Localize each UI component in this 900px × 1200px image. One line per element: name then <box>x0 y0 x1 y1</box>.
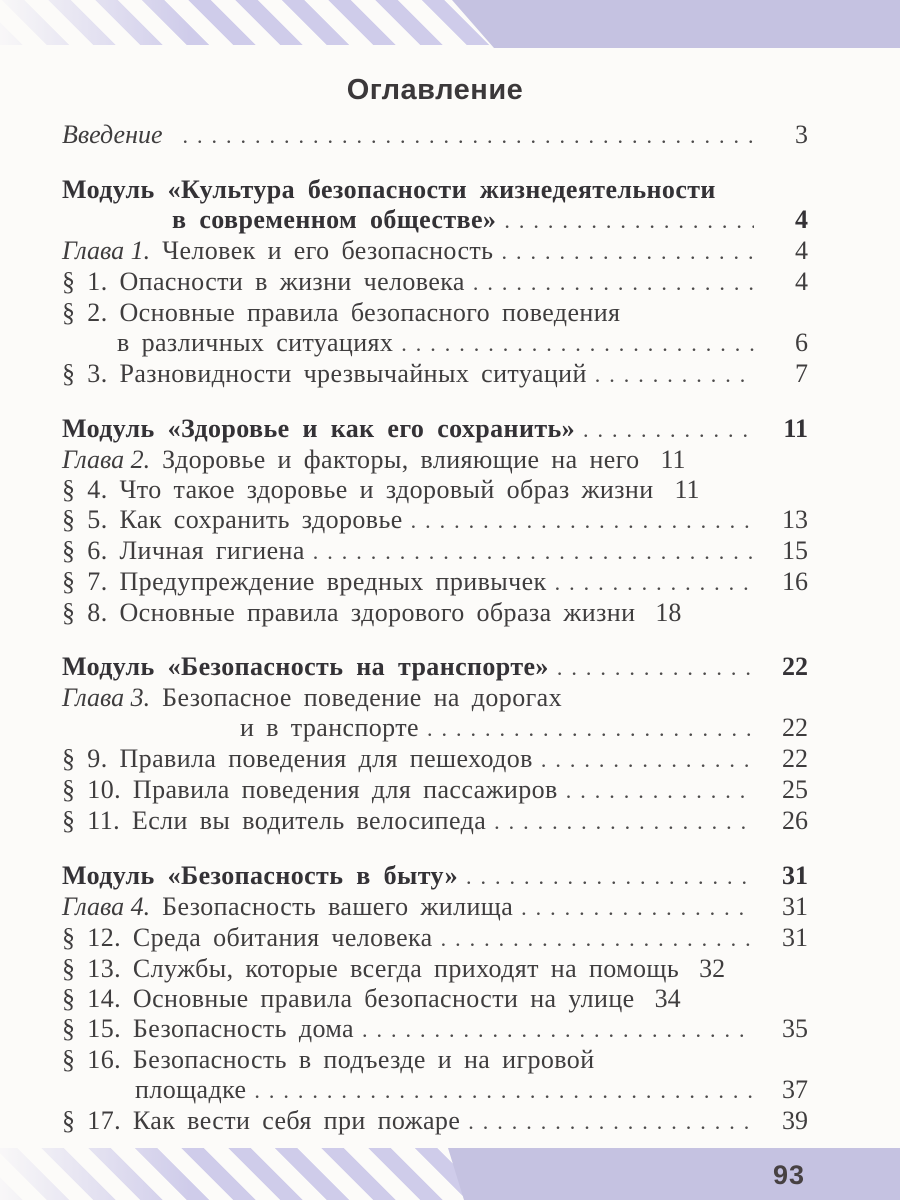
toc-row <box>62 236 808 267</box>
toc-entry-prefix: Глава 3. <box>62 683 151 712</box>
toc-entry-prefix: Введение <box>62 120 163 149</box>
toc-row <box>62 954 808 984</box>
toc-row <box>62 359 808 390</box>
toc-entry-page: 6 <box>795 328 808 357</box>
toc-row <box>62 744 808 775</box>
solid-band-top <box>452 0 900 48</box>
toc-entry-label: Модуль «Культура безопасности жизнедеятельности <box>62 175 716 204</box>
toc-entry-label: Здоровье и факторы, влияющие на него <box>162 445 640 474</box>
toc-row <box>62 475 808 505</box>
toc-entry-label: в различных ситуациях <box>117 328 394 357</box>
toc-entry-page: 3 <box>795 120 808 149</box>
toc-entry-page: 18 <box>655 598 682 627</box>
toc-entry-page: 32 <box>699 954 726 983</box>
dot-leader <box>313 537 754 567</box>
toc-entry-page: 22 <box>782 744 808 773</box>
dot-leader <box>441 924 754 954</box>
toc-entry-label: и в транспорте <box>240 713 419 742</box>
toc-entry-label: § 17. Как вести себя при пожаре <box>62 1106 461 1135</box>
toc-entry-page: 25 <box>782 775 808 804</box>
toc-entry-page: 34 <box>654 984 681 1013</box>
toc-entry-label: § 8. Основные правила здорового образа жизни <box>62 598 636 627</box>
toc-entry-page: 16 <box>782 567 808 596</box>
toc-row <box>62 984 808 1014</box>
toc-entry-label: § 12. Среда обитания человека <box>62 923 433 952</box>
toc-row <box>62 892 808 923</box>
toc-entry-prefix: Глава 1. <box>62 236 151 265</box>
toc-row <box>62 652 808 683</box>
page-number: 93 <box>772 1160 805 1190</box>
toc-entry-page: 11 <box>674 475 700 504</box>
toc-entry-prefix: Глава 4. <box>62 892 151 921</box>
toc-row <box>62 1014 808 1045</box>
dot-leader <box>468 1107 754 1137</box>
dot-leader <box>401 329 754 359</box>
dot-leader <box>466 862 754 892</box>
dot-leader <box>183 121 754 151</box>
dot-leader <box>555 568 754 598</box>
toc-entry-label: Модуль «Здоровье и как его сохранить» <box>62 414 576 443</box>
toc-row <box>62 806 808 837</box>
toc-entry-label: § 11. Если вы водитель велосипеда <box>62 806 487 835</box>
toc-entry-page: 37 <box>782 1075 808 1104</box>
toc-entry-page: 11 <box>783 414 808 443</box>
dot-leader <box>541 745 754 775</box>
toc-entry-page: 22 <box>782 713 808 742</box>
dot-leader <box>411 506 754 536</box>
toc-entry-prefix: Глава 2. <box>62 445 151 474</box>
toc-row <box>62 328 808 359</box>
toc-entry-label: площадке <box>135 1075 247 1104</box>
page-title: Оглавление <box>346 74 524 106</box>
toc-entry-label: § 3. Разновидности чрезвычайных ситуаций <box>62 359 587 388</box>
dot-leader <box>557 653 754 683</box>
toc-entry-page: 35 <box>782 1014 808 1043</box>
toc-entry-label: Безопасность вашего жилища <box>162 892 514 921</box>
toc-row <box>62 175 808 205</box>
toc-entry-label: Человек и его безопасность <box>162 236 494 265</box>
toc-entry-page: 39 <box>782 1106 808 1135</box>
dot-leader <box>566 776 754 806</box>
toc-entry-label: § 13. Службы, которые всегда приходят на помощь <box>62 954 680 983</box>
dot-leader <box>473 268 754 298</box>
toc-entry-label: § 5. Как сохранить здоровье <box>62 505 403 534</box>
toc-row <box>62 267 808 298</box>
toc-row <box>62 1075 808 1106</box>
toc-page-content <box>0 48 900 1137</box>
toc-entry-label: Модуль «Безопасность на транспорте» <box>62 652 549 681</box>
toc-row <box>62 1045 808 1075</box>
toc-entry-page: 26 <box>782 806 808 835</box>
toc-row <box>62 536 808 567</box>
toc-list <box>62 120 808 1137</box>
toc-entry-page: 11 <box>660 445 686 474</box>
toc-entry-label: Модуль «Безопасность в быту» <box>62 861 458 890</box>
toc-row <box>62 598 808 628</box>
stripe-fade-top <box>0 0 190 48</box>
toc-entry-label: § 9. Правила поведения для пешеходов <box>62 744 533 773</box>
toc-row <box>62 414 808 445</box>
stripe-fade-bottom <box>0 1148 190 1200</box>
toc-entry-label: § 15. Безопасность дома <box>62 1014 354 1043</box>
toc-entry-page: 4 <box>795 205 808 234</box>
toc-row <box>62 298 808 328</box>
toc-entry-page: 4 <box>795 236 808 265</box>
toc-entry-page: 31 <box>782 923 808 952</box>
toc-entry-page: 13 <box>782 505 808 534</box>
toc-entry-label: § 1. Опасности в жизни человека <box>62 267 465 296</box>
toc-entry-label: § 14. Основные правила безопасности на улице <box>62 984 635 1013</box>
toc-row <box>62 861 808 892</box>
bottom-stripe-band <box>0 1148 900 1200</box>
dot-leader <box>501 237 754 267</box>
solid-band-bottom <box>448 1148 900 1200</box>
toc-entry-label: Безопасное поведение на дорогах <box>162 683 563 712</box>
toc-entry-page: 31 <box>782 861 808 890</box>
toc-entry-label: в современном обществе» <box>172 205 497 234</box>
top-stripe-band <box>0 0 900 48</box>
toc-row <box>62 775 808 806</box>
toc-entry-label: § 10. Правила поведения для пассажиров <box>62 775 558 804</box>
toc-entry-label: § 16. Безопасность в подъезде и на игровой <box>62 1045 595 1074</box>
toc-entry-label: § 7. Предупреждение вредных привычек <box>62 567 547 596</box>
toc-entry-label: § 4. Что такое здоровье и здоровый образ жизни <box>62 475 654 504</box>
dot-leader <box>254 1076 754 1106</box>
toc-row <box>62 205 808 236</box>
toc-entry-label: § 6. Личная гигиена <box>62 536 305 565</box>
dot-leader <box>494 807 754 837</box>
toc-row <box>62 713 808 744</box>
toc-row <box>62 923 808 954</box>
toc-entry-label: § 2. Основные правила безопасного поведения <box>62 298 621 327</box>
toc-entry-page: 15 <box>782 536 808 565</box>
toc-row <box>62 120 808 151</box>
toc-row <box>62 567 808 598</box>
dot-leader <box>521 893 754 923</box>
toc-entry-page: 4 <box>795 267 808 296</box>
toc-entry-page: 31 <box>782 892 808 921</box>
dot-leader <box>427 714 754 744</box>
toc-row <box>62 1106 808 1137</box>
dot-leader <box>595 360 754 390</box>
toc-row <box>62 683 808 713</box>
dot-leader <box>504 206 754 236</box>
toc-entry-page: 7 <box>795 359 808 388</box>
dot-leader <box>583 415 754 445</box>
toc-row <box>62 505 808 536</box>
toc-row <box>62 445 808 475</box>
toc-entry-page: 22 <box>782 652 808 681</box>
dot-leader <box>362 1015 754 1045</box>
